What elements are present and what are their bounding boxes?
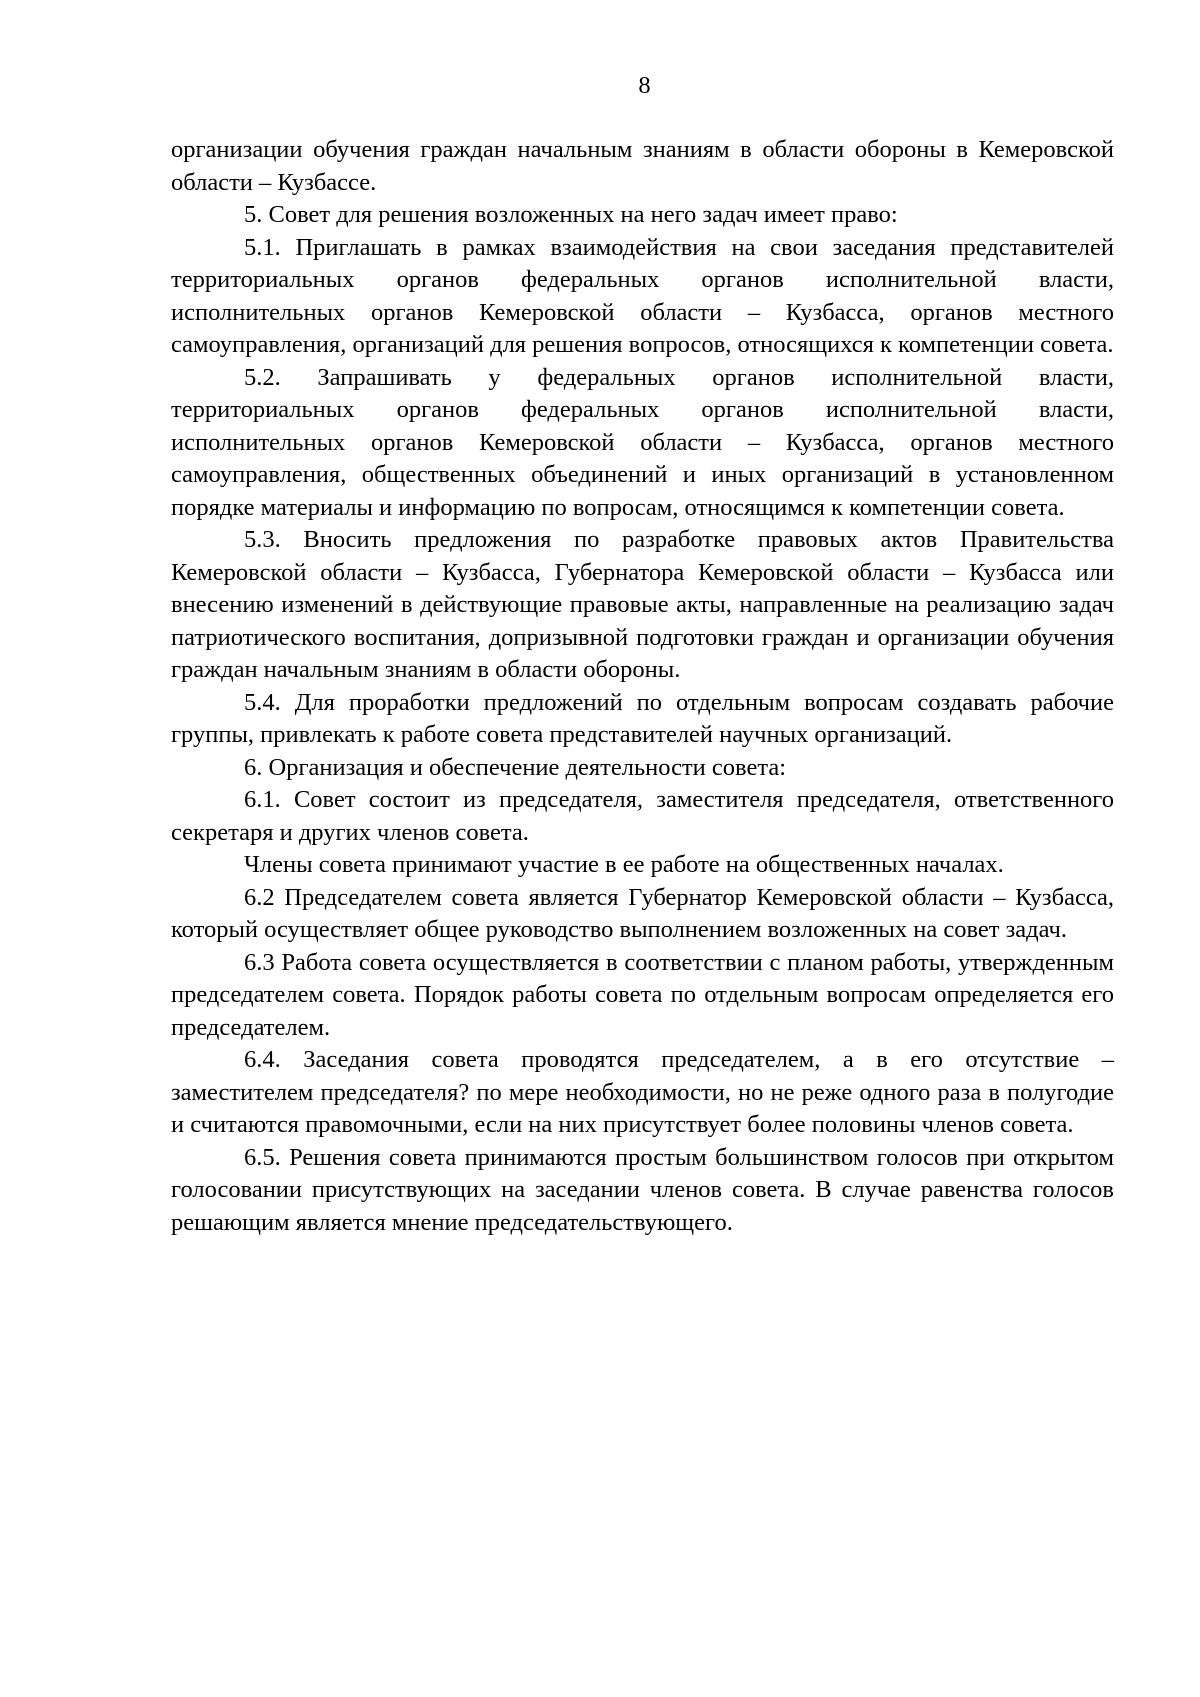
paragraph-6-4: 6.4. Заседания совета проводятся председателем, а в его отсутствие – заместителем председателя? по мере необходимости, но не реже одного раза в полугодие и считаются правомочными, если на них присутствует более половины членов совета. <box>171 1046 1114 1138</box>
paragraph-5: 5. Совет для решения возложенных на него задач имеет право: <box>244 201 898 228</box>
page-number: 8 <box>638 72 651 99</box>
paragraph-6-1: 6.1. Совет состоит из председателя, заместителя председателя, ответственного секретаря и других членов совета. <box>171 786 1114 846</box>
paragraph-6-5: 6.5. Решения совета принимаются простым большинством голосов при открытом голосовании присутствующих на заседании членов совета. В случае равенства голосов решающим является мнение председательствующего. <box>171 1143 1114 1236</box>
paragraph-6-2: 6.2 Председателем совета является Губернатор Кемеровской области – Кузбасса, который осуществляет общее руководство выполнением возложенных на совет задач. <box>171 883 1114 943</box>
paragraph-5-3: 5.3. Вносить предложения по разработке правовых актов Правительства Кемеровской области – Кузбасса, Губернатора Кемеровской области – Кузбасса или внесению изменений в действующие правовые акты, направленные на реализацию задач патриотического воспитания, допризывной подготовки граждан и организации обучения граждан начальным знаниям в области обороны. <box>171 526 1114 683</box>
paragraph-5-2: 5.2. Запрашивать у федеральных органов исполнительной власти, территориальных органов федеральных органов исполнительной власти, исполнительных органов Кемеровской области – Кузбасса, органов местного самоуправления, общественных объединений и иных организаций в установленном порядке материалы и информацию по вопросам, относящимся к компетенции совета. <box>171 363 1114 521</box>
paragraph-6-3: 6.3 Работа совета осуществляется в соответствии с планом работы, утвержденным председателем совета. Порядок работы совета по отдельным вопросам определяется его председателем. <box>171 948 1114 1041</box>
paragraph-5-4: 5.4. Для проработки предложений по отдельным вопросам создавать рабочие группы, привлекать к работе совета представителей научных организаций. <box>171 688 1114 748</box>
paragraph-6-1-members: Члены совета принимают участие в ее работе на общественных началах. <box>244 851 1004 878</box>
paragraph-6: 6. Организация и обеспечение деятельности совета: <box>244 753 787 781</box>
paragraph-5-1: 5.1. Приглашать в рамках взаимодействия на свои заседания представителей территориальных органов федеральных органов исполнительной власти, исполнительных органов Кемеровской области – Кузбасса, органов местного самоуправления, организаций для решения вопросов, относящихся к компетенции совета. <box>171 233 1114 358</box>
paragraph-continuation: организации обучения граждан начальным знаниям в области обороны в Кемеровской области – Кузбассе. <box>171 136 1114 196</box>
